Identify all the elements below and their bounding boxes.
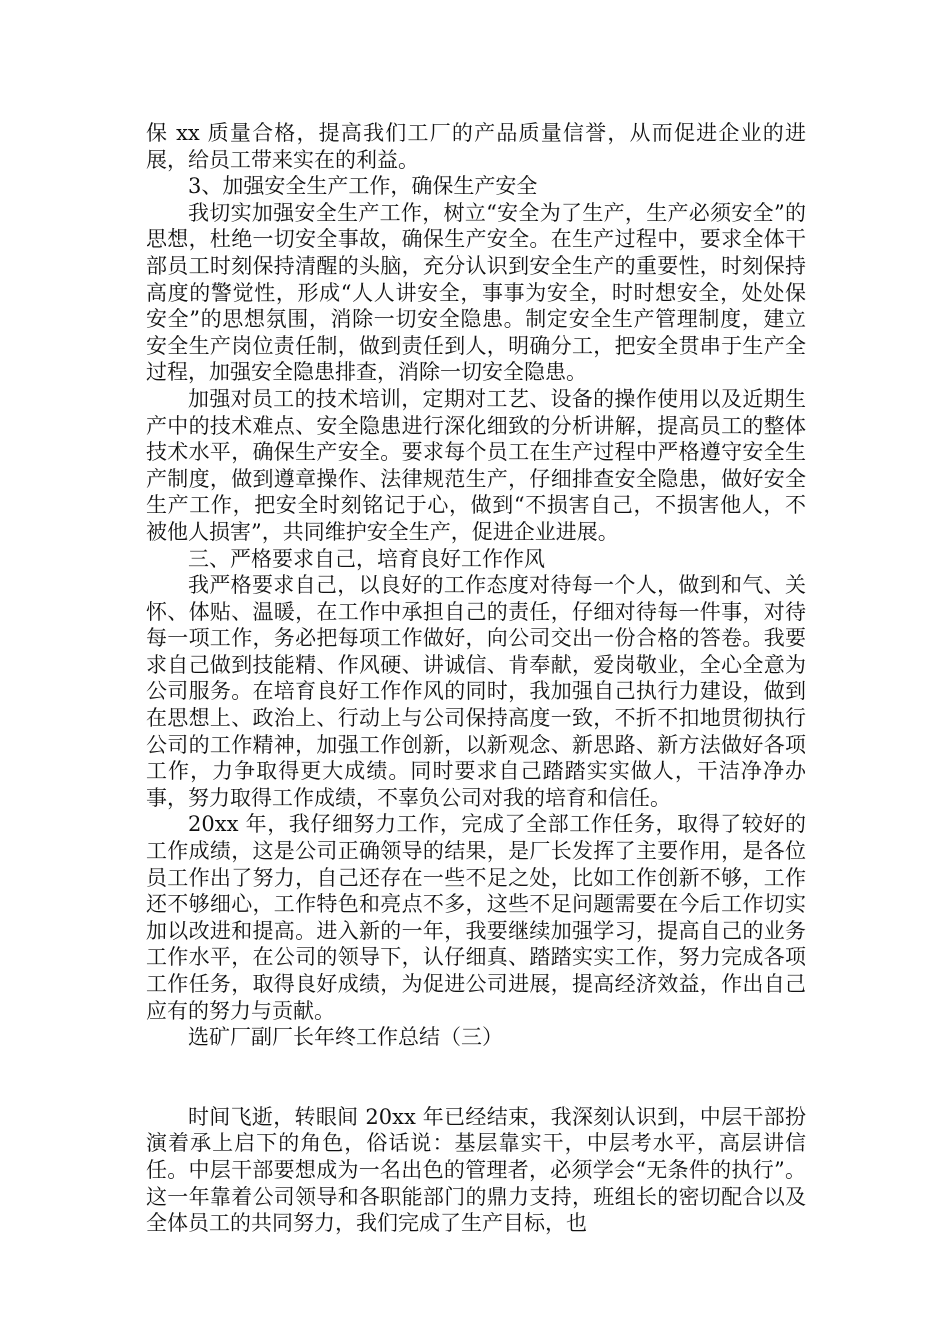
section-heading-work-style: 三、严格要求自己，培育良好工作作风 bbox=[188, 546, 545, 571]
document-subtitle: 选矿厂副厂长年终工作总结（三） bbox=[188, 1025, 503, 1050]
paragraph-technical-training: 加强对员工的技术培训，定期对工艺、设备的操作使用以及近期生产中的技术难点、安全隐患进行深化细致的分析讲解，提高员工的整体技术水平，确保生产安全。要求每个员工在生产过程中严格遵守安全生产制度，做到遵章操作、法律规范生产，仔细排查安全隐患，做好安全生产工作，把安全时刻铭记于心，做到“不损害自己，不损害他人，不被他人损害”，共同维护安全生产，促进企业进展。 bbox=[146, 386, 806, 544]
paragraph-work-style: 我严格要求自己，以良好的工作态度对待每一个人，做到和气、关怀、体贴、温暖，在工作中承担自己的责任，仔细对待每一件事，对待每一项工作，务必把每项工作做好，向公司交出一份合格的答卷。我要求自己做到技能精、作风硬、讲诚信、肯奉献，爱岗敬业，全心全意为公司服务。在培育良好工作作风的同时，我加强自己执行力建设，做到在思想上、政治上、行动上与公司保持高度一致，不折不扣地贯彻执行公司的工作精神，加强工作创新，以新观念、新思路、新方法做好各项工作，力争取得更大成绩。同时要求自己踏踏实实做人，干洁净净办事，努力取得工作成绩，不辜负公司对我的培育和信任。 bbox=[146, 573, 806, 810]
paragraph-continuation: 保 xx 质量合格，提高我们工厂的产品质量信誉，从而促进企业的进展，给员工带来实在的利益。 bbox=[146, 121, 806, 172]
blank-line bbox=[146, 1051, 806, 1104]
section-heading-safety: 3、加强安全生产工作，确保生产安全 bbox=[188, 174, 538, 199]
paragraph-intro: 时间飞逝，转眼间 20xx 年已经结束，我深刻认识到，中层干部扮演着承上启下的角色，俗话说：基层靠实干，中层考水平，高层讲信任。中层干部要想成为一名出色的管理者，必须学会“无条件的执行”。这一年靠着公司领导和各职能部门的鼎力支持，班组长的密切配合以及全体员工的共同努力，我们完成了生产目标，也 bbox=[146, 1104, 806, 1236]
document-body bbox=[146, 120, 806, 1237]
paragraph-year-summary: 20xx 年，我仔细努力工作，完成了全部工作任务，取得了较好的工作成绩，这是公司正确领导的结果，是厂长发挥了主要作用，是各位员工作出了努力，自己还存在一些不足之处，比如工作创新不够，工作还不够细心，工作特色和亮点不多，这些不足问题需要在今后工作切实加以改进和提高。进入新的一年，我要继续加强学习，提高自己的业务工作水平，在公司的领导下，认仔细真、踏踏实实工作，努力完成各项工作任务，取得良好成绩，为促进公司进展，提高经济效益，作出自己应有的努力与贡献。 bbox=[146, 812, 806, 1023]
paragraph-safety-management: 我切实加强安全生产工作，树立“安全为了生产，生产必须安全”的思想，杜绝一切安全事故，确保生产安全。在生产过程中，要求全体干部员工时刻保持清醒的头脑，充分认识到安全生产的重要性，时刻保持高度的警觉性，形成“人人讲安全，事事为安全，时时想安全，处处保安全”的思想氛围，消除一切安全隐患。制定安全生产管理制度，建立安全生产岗位责任制，做到责任到人，明确分工，把安全贯串于生产全过程，加强安全隐患排查，消除一切安全隐患。 bbox=[146, 200, 806, 385]
